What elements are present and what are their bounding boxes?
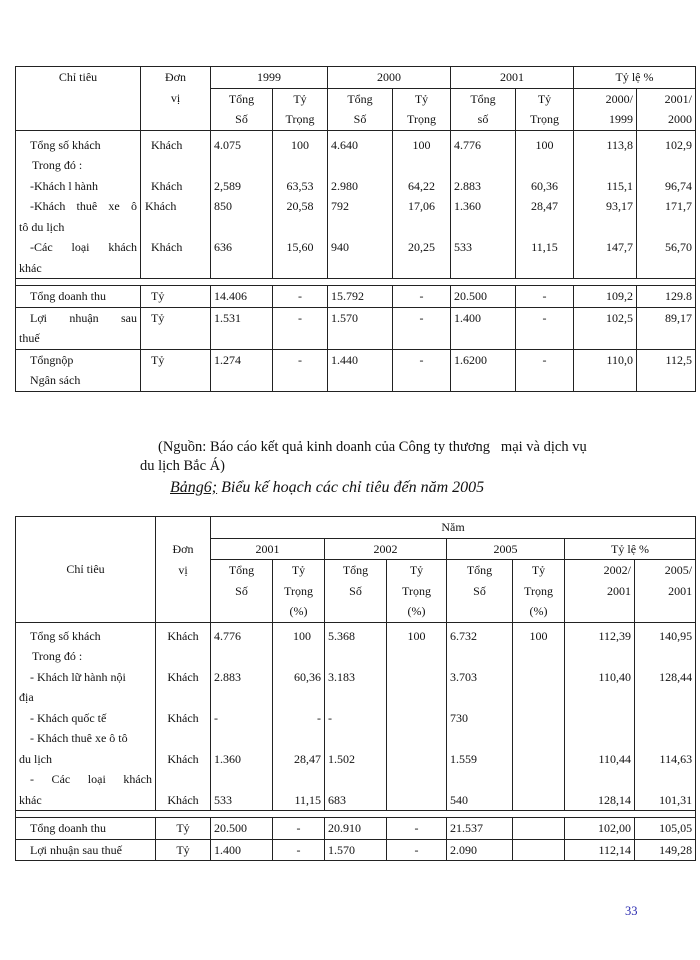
row-label: Tổng số khách Trong đó : -Khách l hành -Khách thuê xe ô tô du lịch -Các loại khách khác xyxy=(16,130,141,279)
cell-value: 1.400 xyxy=(451,307,516,349)
header-empty xyxy=(211,601,273,622)
cell-value: 149,28 xyxy=(635,839,696,861)
cell-value: 20.500 xyxy=(451,286,516,308)
row-unit: Tỷ xyxy=(141,349,211,391)
cell-value: - xyxy=(273,286,328,308)
cell-value: 1.570 xyxy=(328,307,393,349)
cell-value: - xyxy=(273,839,325,861)
cell-value: 21.537 xyxy=(447,818,513,840)
header-ty: Tỷ Trọng xyxy=(273,560,325,602)
header-ty: Tỷ xyxy=(516,88,574,109)
cell-value: 4.640 2.980 792 940 xyxy=(328,130,393,279)
header-tong: Tổng xyxy=(211,88,273,109)
cell-value: - xyxy=(516,349,574,391)
cell-value xyxy=(513,839,565,861)
header-ty: Tỷ xyxy=(273,88,328,109)
cell-value: 112,39 110,40 110,44 128,14 xyxy=(565,622,635,811)
header-ty-le: Tỷ lệ % xyxy=(574,67,696,89)
header-don-vi: Đơn vị xyxy=(156,517,211,623)
header-empty xyxy=(635,601,696,622)
table-row xyxy=(16,349,696,391)
source-note: (Nguồn: Báo cáo kết quả kinh doanh của Công ty thương mại và dịch vụ du lịch Bắc Á) xyxy=(140,439,587,474)
cell-value: 100 63,53 20,58 15,60 xyxy=(273,130,328,279)
cell-value: 2.090 xyxy=(447,839,513,861)
cell-value: 102,00 xyxy=(565,818,635,840)
row-unit: Tỷ xyxy=(141,307,211,349)
row-spacer xyxy=(16,811,696,818)
header-trong: Trọng xyxy=(393,109,451,130)
header-ratio: 1999 xyxy=(574,109,637,130)
cell-value: 1.274 xyxy=(211,349,273,391)
row-label: Tổng số khách Trong đó : - Khách lữ hành nội địa - Khách quốc tế - Khách thuê xe ô tô du lịch - Các loại khách khác xyxy=(16,622,156,811)
header-tong: Tổng xyxy=(451,88,516,109)
header-ty: Tỷ Trọng xyxy=(513,560,565,602)
table-row xyxy=(16,307,696,349)
header-empty xyxy=(565,601,635,622)
cell-value: 4.075 2,589 850 636 xyxy=(211,130,273,279)
header-empty xyxy=(447,601,513,622)
table-row xyxy=(16,818,696,840)
header-year: 2005 xyxy=(447,538,565,560)
header-so: Số xyxy=(328,109,393,130)
cell-value: - xyxy=(387,818,447,840)
cell-value: - xyxy=(273,818,325,840)
cell-value: 112,14 xyxy=(565,839,635,861)
row-label: Tổng doanh thu xyxy=(16,818,156,840)
cell-value: 20.910 xyxy=(325,818,387,840)
cell-value xyxy=(513,818,565,840)
table-caption: Bảng6; Biểu kế hoạch các chỉ tiêu đến năm 2005 xyxy=(170,479,485,496)
cell-value: 113,8 115,1 93,17 147,7 xyxy=(574,130,637,279)
table-row xyxy=(16,622,696,811)
cell-value: - xyxy=(387,839,447,861)
row-unit: Khách Khách Khách Khách Khách xyxy=(156,622,211,811)
cell-value: 4.776 2.883 - 1.360 533 xyxy=(211,622,273,811)
header-so: số xyxy=(451,109,516,130)
cell-value: 6.732 3.703 730 1.559 540 xyxy=(447,622,513,811)
header-ratio: 2002/ 2001 xyxy=(565,560,635,602)
header-percent: (%) xyxy=(387,601,447,622)
header-ty-le: Tỷ lệ % xyxy=(565,538,696,560)
header-chi-tieu: Chỉ tiêu xyxy=(16,67,141,131)
table-row xyxy=(16,286,696,308)
header-tong: Tổng Số xyxy=(325,560,387,602)
row-label: Tổng doanh thu xyxy=(16,286,141,308)
cell-value: - xyxy=(273,349,328,391)
cell-value: 1.400 xyxy=(211,839,273,861)
cell-value: 100 60,36 - 28,47 11,15 xyxy=(273,622,325,811)
cell-value: - xyxy=(393,349,451,391)
header-trong: Trọng xyxy=(273,109,328,130)
header-empty xyxy=(325,601,387,622)
header-tong: Tổng Số xyxy=(211,560,273,602)
cell-value: 4.776 2.883 1.360 533 xyxy=(451,130,516,279)
table-plan-2005 xyxy=(15,516,696,861)
row-label: Lợi nhuận sau thuế xyxy=(16,839,156,861)
cell-value: - xyxy=(393,307,451,349)
table-row xyxy=(16,130,696,279)
header-trong: Trọng xyxy=(516,109,574,130)
cell-value: 5.368 3.183 - 1.502 683 xyxy=(325,622,387,811)
cell-value: 100 xyxy=(513,622,565,811)
header-year: 2001 xyxy=(211,538,325,560)
header-ratio: 2001/ xyxy=(637,88,696,109)
header-nam: Năm xyxy=(211,517,696,539)
table-row xyxy=(16,839,696,861)
cell-value: 102,5 xyxy=(574,307,637,349)
header-row xyxy=(16,67,696,89)
page-number: 33 xyxy=(625,904,638,918)
header-don-vi: Đơn vị xyxy=(141,67,211,131)
cell-value: 100 60,36 28,47 11,15 xyxy=(516,130,574,279)
header-year: 2000 xyxy=(328,67,451,89)
cell-value: 100 xyxy=(387,622,447,811)
cell-value: - xyxy=(273,307,328,349)
header-year: 2002 xyxy=(325,538,447,560)
cell-value: - xyxy=(516,307,574,349)
row-unit: Tỷ xyxy=(156,839,211,861)
cell-value: 15.792 xyxy=(328,286,393,308)
header-ty: Tỷ Trọng xyxy=(387,560,447,602)
cell-value: - xyxy=(393,286,451,308)
row-label: Lợi nhuận sau thuế xyxy=(16,307,141,349)
header-ratio: 2000/ xyxy=(574,88,637,109)
header-ty: Tỷ xyxy=(393,88,451,109)
cell-value: - xyxy=(516,286,574,308)
cell-value: 20.500 xyxy=(211,818,273,840)
row-unit: Khách Khách Khách Khách xyxy=(141,130,211,279)
cell-value: 1.531 xyxy=(211,307,273,349)
header-ratio: 2000 xyxy=(637,109,696,130)
cell-value: 14.406 xyxy=(211,286,273,308)
row-unit: Tỷ xyxy=(141,286,211,308)
row-spacer xyxy=(16,279,696,286)
cell-value: 129.8 xyxy=(637,286,696,308)
cell-value: 89,17 xyxy=(637,307,696,349)
cell-value: 1.6200 xyxy=(451,349,516,391)
header-chi-tieu: Chỉ tiêu xyxy=(16,517,156,623)
header-so: Số xyxy=(211,109,273,130)
cell-value: 102,9 96,74 171,7 56,70 xyxy=(637,130,696,279)
cell-value: 1.570 xyxy=(325,839,387,861)
cell-value: 1.440 xyxy=(328,349,393,391)
table-business-results xyxy=(15,66,696,392)
header-year: 2001 xyxy=(451,67,574,89)
cell-value: 112,5 xyxy=(637,349,696,391)
cell-value: 100 64,22 17,06 20,25 xyxy=(393,130,451,279)
row-label: Tổngnộp Ngân sách xyxy=(16,349,141,391)
header-tong: Tổng Số xyxy=(447,560,513,602)
cell-value: 110,0 xyxy=(574,349,637,391)
header-tong: Tổng xyxy=(328,88,393,109)
row-unit: Tỷ xyxy=(156,818,211,840)
cell-value: 105,05 xyxy=(635,818,696,840)
cell-value: 140,95 128,44 114,63 101,31 xyxy=(635,622,696,811)
header-ratio: 2005/ 2001 xyxy=(635,560,696,602)
header-percent: (%) xyxy=(273,601,325,622)
header-row xyxy=(16,517,696,539)
cell-value: 109,2 xyxy=(574,286,637,308)
header-percent: (%) xyxy=(513,601,565,622)
header-year: 1999 xyxy=(211,67,328,89)
